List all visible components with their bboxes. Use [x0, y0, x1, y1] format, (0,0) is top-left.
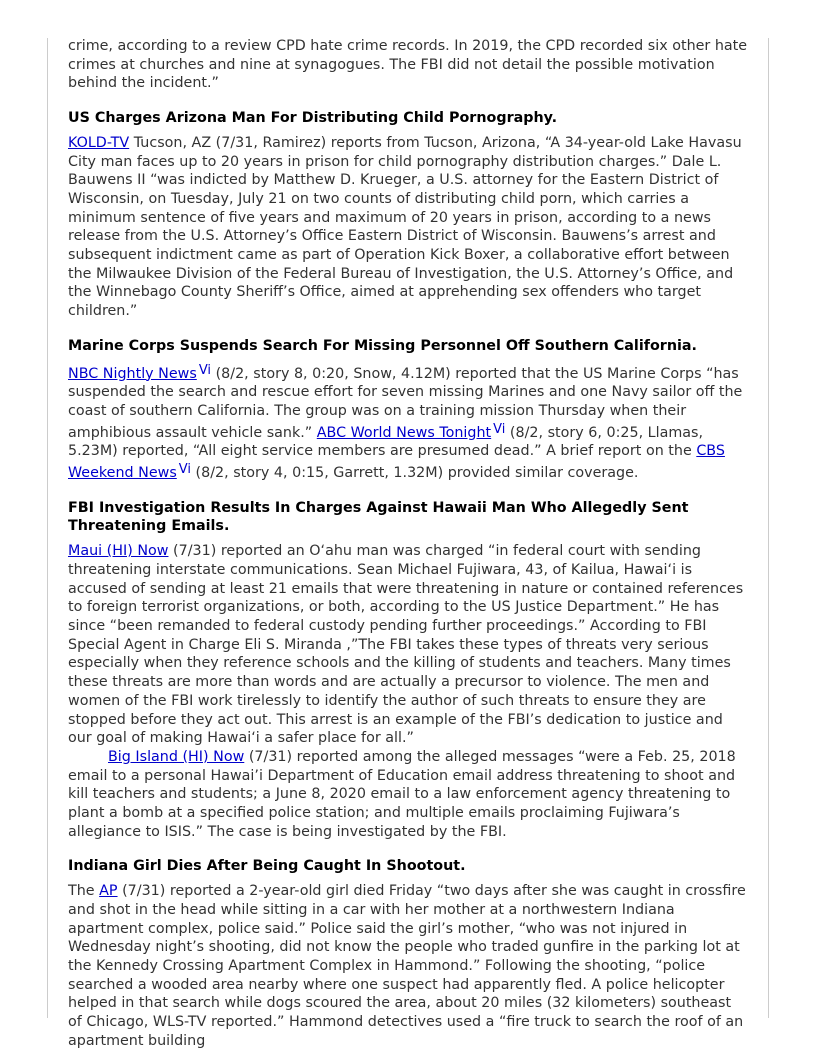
article-body: (7/31) reported an O‘ahu man was charged “in federal court with sending threatening interstate communications. Sean Michael Fujiwara, 43, of Kailua, Hawai‘i is accused of sending at least 21 emails that were threatening in nature or contained references to foreign terrorist organizations, or both, according to the US Justice Department.” He has since “been remanded to federal custody pending further proceedings.” According to FBI Special Agent in Charge Eli S. Miranda ,”The FBI takes these types of threats very serious especially when they reference schools and the killing of students and teachers. Many times these threats are more than words and are actually a precursor to violence. The men and women of the FBI work tirelessly to identify the author of such threats to ensure they are stopped before they act out. This arrest is an example of the FBI’s dedication to justice and our goal of making Hawai‘i a safer place for all.”: [68, 543, 744, 747]
article-body: (7/31) reported among the alleged messages “were a Feb. 25, 2018 email to a personal Hawai’i Department of Education email address threatening to shoot and kill teachers and students; a June 8, 2020 email to a law enforcement agency threatening to plant a bomb at a specified police station; and multiple emails proclaiming Fujiwara’s allegiance to ISIS.” The case is being investigated by the FBI.: [68, 748, 736, 840]
article-body: Tucson, AZ (7/31, Ramirez) reports from Tucson, Arizona, “A 34-year-old Lake Havasu City man faces up to 20 years in prison for child pornography distribution charges.” Dale L. Bauwens II “was indicted by Matthew D. Krueger, a U.S. attorney for the Eastern District of Wisconsin, on Tuesday, July 21 on two counts of distributing child porn, which carries a minimum sentence of five years and maximum of 20 years in prison, according to a news release from the U.S. Attorney’s Office Eastern District of Wisconsin. Bauwens’s arrest and subsequent indictment came as part of Operation Kick Boxer, a collaborative effort between the Milwaukee Division of the Federal Bureau of Investigation, the U.S. Attorney’s Office, and the Winnebago County Sheriff’s Office, aimed at apprehending sex offenders who target children.”: [68, 134, 742, 320]
source-link-nbc-nightly-news[interactable]: NBC Nightly News: [68, 365, 197, 382]
source-link-ap[interactable]: AP: [99, 883, 118, 900]
source-link-big-island-now[interactable]: Big Island (HI) Now: [108, 748, 245, 765]
left-margin-rule: [47, 38, 48, 1018]
article-body: (8/2, story 6, 0:25, Llamas, 5.23M) reported, “All eight service members are presumed dead.” A brief report on the: [68, 424, 704, 460]
article-marine-corps: [68, 362, 748, 483]
source-link-maui-now[interactable]: Maui (HI) Now: [68, 543, 169, 560]
headline-marine-corps: Marine Corps Suspends Search For Missing Personnel Off Southern California.: [68, 337, 697, 354]
article-hawaii-man-continued: [68, 748, 748, 842]
article-arizona-man: [68, 134, 748, 321]
video-link-icon[interactable]: Vi: [493, 421, 506, 437]
video-link-icon[interactable]: Vi: [178, 462, 192, 478]
article-indiana-girl: [68, 882, 748, 1050]
source-link-cbs-weekend-news[interactable]: CBS Weekend News: [68, 443, 725, 482]
headline-indiana-girl: Indiana Girl Dies After Being Caught In Shootout.: [68, 858, 466, 875]
article-body: (7/31) reported a 2-year-old girl died Friday “two days after she was caught in crossfire and shot in the head while sitting in a car with her mother at a northwestern Indiana apartment complex, police said.” Police said the girl’s mother, “who was not injured in Wednesday night’s shooting, did not know the people who traded gunfire in the parking lot at the Kennedy Crossing Apartment Complex in Hammond.” Following the shooting, “police searched a wooded area nearby where one suspect had apparently fled. A police helicopter helped in that search while dogs scoured the area, about 20 miles (32 kilometers) southeast of Chicago, WLS-TV reported.” Hammond detectives used a “fire truck to search the roof of an apartment building: [68, 883, 746, 1049]
headline-hawaii-man: FBI Investigation Results In Charges Against Hawaii Man Who Allegedly Sent Threatening Emails.: [68, 499, 689, 535]
article-lead: The: [68, 883, 100, 900]
video-link-icon[interactable]: Vi: [198, 362, 212, 378]
headline-arizona-man: US Charges Arizona Man For Distributing Child Pornography.: [68, 110, 558, 127]
article-body: (8/2, story 4, 0:15, Garrett, 1.32M) provided similar coverage.: [191, 465, 639, 482]
source-link-kold-tv[interactable]: KOLD-TV: [68, 134, 130, 151]
article-body: (8/2, story 8, 0:20, Snow, 4.12M) reported that the US Marine Corps “has suspended the search and rescue effort for seven missing Marines and one Navy sailor off the coast of southern California. The group was on a training mission Thursday when their amphibious assault vehicle sank.”: [68, 365, 743, 441]
right-margin-rule: [768, 38, 769, 1018]
intro-paragraph: crime, according to a review CPD hate crime records. In 2019, the CPD recorded six other hate crimes at churches and nine at synagogues. The FBI did not detail the possible motivation behind the incident.”: [68, 38, 748, 92]
article-hawaii-man: [68, 542, 748, 748]
document-page: [68, 37, 748, 1050]
source-link-abc-world-news-tonight[interactable]: ABC World News Tonight: [316, 424, 492, 441]
